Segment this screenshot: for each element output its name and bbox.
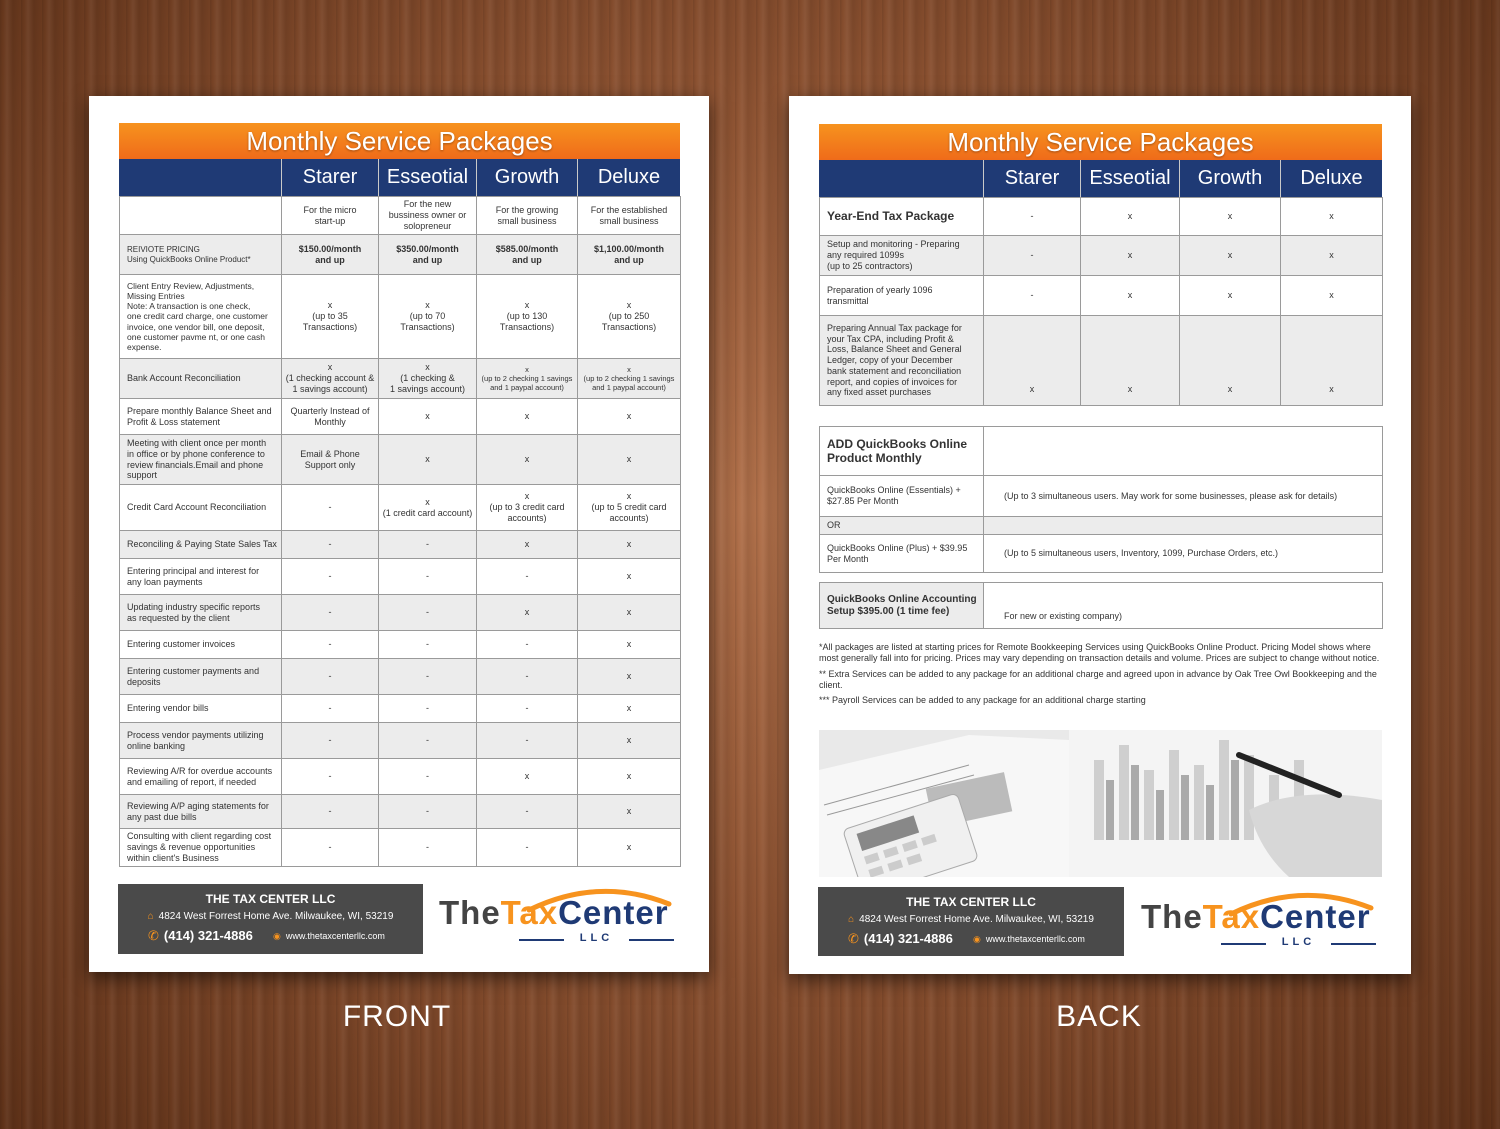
row-cell: x [1081, 276, 1180, 316]
row-cell: x [578, 695, 681, 723]
row-cell: - [477, 829, 578, 867]
table-row [120, 759, 681, 795]
row-cell: x [1081, 316, 1180, 406]
footnote: *All packages are listed at starting prices for Remote Bookkeeping Services using QuickBooks Online Product. Pricing Model shows where most generally fall into for pricing. Prices may vary depending on transaction details and volume. Prices are subject to change without notice. [819, 642, 1380, 664]
plus-option: QuickBooks Online (Plus) + $39.95 Per Month [820, 535, 984, 573]
table-row [820, 236, 1383, 276]
tax-center-logo: TheTaxCenter LLC [439, 882, 679, 952]
row-cell: x (up to 5 credit card accounts) [578, 485, 681, 531]
row-cell: x [578, 829, 681, 867]
footnotes [819, 642, 1382, 710]
row-cell: x [1281, 316, 1383, 406]
row-cell: - [282, 829, 379, 867]
row-label: Reconciling & Paying State Sales Tax [120, 531, 282, 559]
row-cell: - [477, 795, 578, 829]
row-cell: x [1281, 236, 1383, 276]
row-cell: x [477, 595, 578, 631]
column-esseotial: Esseotial [1080, 160, 1179, 197]
row-cell: - [379, 631, 477, 659]
row-label: Consulting with client regarding cost savings & revenue opportunities within client's Business [120, 829, 282, 867]
front-banner-title: Monthly Service Packages [119, 123, 680, 159]
row-cell: For the new bussiness owner or solopreneur [379, 197, 477, 235]
header-blank [819, 160, 983, 197]
phone-icon: ✆ [848, 931, 859, 946]
calculator-chart-illustration [819, 730, 1382, 877]
table-row [820, 198, 1383, 236]
row-cell: x [1081, 198, 1180, 236]
table-row [120, 399, 681, 435]
row-cell: x [477, 531, 578, 559]
row-cell: x [1180, 276, 1281, 316]
row-cell: $350.00/month and up [379, 235, 477, 275]
row-label: Reviewing A/R for overdue accounts and emailing of report, if needed [120, 759, 282, 795]
row-cell: - [984, 276, 1081, 316]
row-cell: x (1 credit card account) [379, 485, 477, 531]
row-label: Preparation of yearly 1096 transmittal [820, 276, 984, 316]
company-address: 4824 West Forrest Home Ave. Milwaukee, WI, 53219 [859, 914, 1094, 925]
row-label: Credit Card Account Reconciliation [120, 485, 282, 531]
row-cell: - [477, 695, 578, 723]
column-deluxe: Deluxe [577, 159, 680, 196]
setup-fee-note: For new or existing company) [984, 583, 1383, 629]
back-services-table [819, 197, 1383, 406]
column-growth: Growth [476, 159, 577, 196]
row-cell: x [578, 435, 681, 485]
row-label: Updating industry specific reports as requested by the client [120, 595, 282, 631]
row-cell: - [379, 531, 477, 559]
front-services-table [119, 196, 681, 867]
row-cell: - [477, 659, 578, 695]
row-cell: x (up to 2 checking 1 savings and 1 paypal account) [477, 359, 578, 399]
front-contact-box [118, 884, 423, 954]
column-growth: Growth [1179, 160, 1280, 197]
row-cell: - [477, 559, 578, 595]
table-row [120, 485, 681, 531]
row-cell: For the established small business [578, 197, 681, 235]
row-cell: - [282, 723, 379, 759]
row-cell: x (up to 70 Transactions) [379, 275, 477, 359]
globe-icon: ◉ [273, 931, 281, 941]
row-label [120, 197, 282, 235]
row-cell: x (1 checking account & 1 savings account) [282, 359, 379, 399]
row-cell: x [1081, 236, 1180, 276]
essentials-option: QuickBooks Online (Essentials) + $27.85 Per Month [820, 476, 984, 517]
row-cell: x [578, 595, 681, 631]
row-cell: Quarterly Instead of Monthly [282, 399, 379, 435]
table-row [120, 829, 681, 867]
row-cell: - [282, 485, 379, 531]
row-cell: $585.00/month and up [477, 235, 578, 275]
header-blank [119, 159, 281, 196]
setup-fee-label: QuickBooks Online Accounting Setup $395.00 (1 time fee) [820, 583, 984, 629]
row-cell: x (1 checking & 1 savings account) [379, 359, 477, 399]
row-label: Preparing Annual Tax package for your Tax CPA, including Profit & Loss, Balance Sheet and General Ledger, copy of your December bank statement and reconciliation report, and copies of invoices for any fixed asset purchases [820, 316, 984, 406]
company-address: 4824 West Forrest Home Ave. Milwaukee, WI, 53219 [158, 911, 394, 922]
row-cell: - [282, 759, 379, 795]
quickbooks-addon-table [819, 426, 1383, 573]
row-cell: x [984, 316, 1081, 406]
row-cell: x [578, 759, 681, 795]
row-cell: x [578, 795, 681, 829]
row-cell: $1,100.00/month and up [578, 235, 681, 275]
row-cell: x (up to 3 credit card accounts) [477, 485, 578, 531]
row-cell: - [984, 198, 1081, 236]
row-label: Entering customer payments and deposits [120, 659, 282, 695]
row-cell: - [282, 531, 379, 559]
column-starer: Starer [983, 160, 1080, 197]
front-page [89, 96, 709, 972]
row-cell: x [578, 659, 681, 695]
row-cell: - [379, 559, 477, 595]
company-name: THE TAX CENTER LLC [906, 895, 1036, 909]
table-row [120, 559, 681, 595]
row-label: Entering customer invoices [120, 631, 282, 659]
row-cell: - [477, 723, 578, 759]
row-label: Meeting with client once per month in office or by phone conference to review financials.Email and phone support [120, 435, 282, 485]
row-cell: - [379, 795, 477, 829]
row-label: Bank Account Reconciliation [120, 359, 282, 399]
essentials-note: (Up to 3 simultaneous users. May work for some businesses, please ask for details) [984, 476, 1383, 517]
back-column-header [819, 160, 1382, 197]
row-label: Prepare monthly Balance Sheet and Profit & Loss statement [120, 399, 282, 435]
plus-note: (Up to 5 simultaneous users, Inventory, 1099, Purchase Orders, etc.) [984, 535, 1383, 573]
row-cell: x (up to 250 Transactions) [578, 275, 681, 359]
row-cell: - [984, 236, 1081, 276]
company-phone[interactable]: (414) 321-4886 [163, 928, 253, 943]
globe-icon: ◉ [973, 934, 981, 944]
table-row [120, 531, 681, 559]
row-cell: Email & Phone Support only [282, 435, 379, 485]
row-cell: x [578, 531, 681, 559]
row-cell: x [578, 559, 681, 595]
row-cell: x [578, 631, 681, 659]
table-row [820, 276, 1383, 316]
row-label: Entering vendor bills [120, 695, 282, 723]
column-starer: Starer [281, 159, 378, 196]
row-cell: x [1281, 198, 1383, 236]
row-label: Client Entry Review, Adjustments, Missing Entries Note: A transaction is one check, one credit card charge, one customer invoice, one vendor bill, one deposit, one customer pavme nt, or one cash expense. [120, 275, 282, 359]
row-cell: - [379, 659, 477, 695]
table-row [120, 275, 681, 359]
table-row [120, 723, 681, 759]
table-row [120, 197, 681, 235]
front-column-header [119, 159, 680, 196]
row-cell: - [379, 595, 477, 631]
row-cell: x [1180, 316, 1281, 406]
row-cell: $150.00/month and up [282, 235, 379, 275]
back-banner-title: Monthly Service Packages [819, 124, 1382, 160]
row-label: Reviewing A/P aging statements for any past due bills [120, 795, 282, 829]
back-contact-box [818, 887, 1124, 956]
setup-fee-table [819, 582, 1383, 629]
row-cell: - [282, 595, 379, 631]
back-label: BACK [1056, 1000, 1142, 1033]
row-label: Setup and monitoring - Preparing any required 1099s (up to 25 contractors) [820, 236, 984, 276]
table-row [120, 631, 681, 659]
addon-title: ADD QuickBooks Online Product Monthly [820, 427, 984, 476]
table-row [120, 359, 681, 399]
row-cell: x (up to 2 checking 1 savings and 1 paypal account) [578, 359, 681, 399]
row-cell: For the micro start-up [282, 197, 379, 235]
table-row [120, 235, 681, 275]
phone-icon: ✆ [148, 928, 159, 943]
or-label: OR [820, 517, 984, 535]
row-cell: x [1281, 276, 1383, 316]
row-label: Process vendor payments utilizing online banking [120, 723, 282, 759]
footnote: ** Extra Services can be added to any package for an additional charge and agreed upon in advance by Oak Tree Owl Bookkeeping and the client. [819, 668, 1377, 690]
company-phone[interactable]: (414) 321-4886 [863, 931, 953, 946]
table-row [120, 435, 681, 485]
row-cell: x (up to 130 Transactions) [477, 275, 578, 359]
table-row [120, 659, 681, 695]
column-esseotial: Esseotial [378, 159, 476, 196]
row-cell: - [379, 759, 477, 795]
home-icon: ⌂ [147, 911, 154, 922]
company-website[interactable]: www.thetaxcenterllc.com [985, 934, 1085, 944]
row-cell: x [578, 723, 681, 759]
company-website[interactable]: www.thetaxcenterllc.com [285, 931, 385, 941]
finance-photo [819, 730, 1382, 877]
table-row [820, 316, 1383, 406]
back-page [789, 96, 1411, 974]
row-cell: For the growing small business [477, 197, 578, 235]
row-cell: - [379, 695, 477, 723]
company-name: THE TAX CENTER LLC [205, 892, 336, 906]
home-icon: ⌂ [848, 914, 855, 925]
row-cell: x [477, 435, 578, 485]
row-cell: - [477, 631, 578, 659]
row-cell: - [282, 659, 379, 695]
row-cell: x [477, 399, 578, 435]
table-row [120, 595, 681, 631]
table-row [120, 695, 681, 723]
row-cell: x [1180, 236, 1281, 276]
row-label: REIVIOTE PRICING Using QuickBooks Online Product* [120, 235, 282, 275]
footnote: *** Payroll Services can be added to any package for an additional charge starting [819, 695, 1146, 705]
table-row [120, 795, 681, 829]
row-cell: x (up to 35 Transactions) [282, 275, 379, 359]
row-cell: - [282, 559, 379, 595]
row-cell: - [379, 723, 477, 759]
row-cell: - [282, 695, 379, 723]
row-cell: x [477, 759, 578, 795]
row-cell: x [379, 399, 477, 435]
row-cell: x [1180, 198, 1281, 236]
row-cell: x [379, 435, 477, 485]
row-label: Year-End Tax Package [820, 198, 984, 236]
row-cell: - [379, 829, 477, 867]
column-deluxe: Deluxe [1280, 160, 1382, 197]
front-label: FRONT [342, 1000, 452, 1033]
row-label: Entering principal and interest for any loan payments [120, 559, 282, 595]
tax-center-logo: TheTaxCenter LLC [1141, 886, 1381, 956]
row-cell: - [282, 631, 379, 659]
row-cell: - [282, 795, 379, 829]
row-cell: x [578, 399, 681, 435]
